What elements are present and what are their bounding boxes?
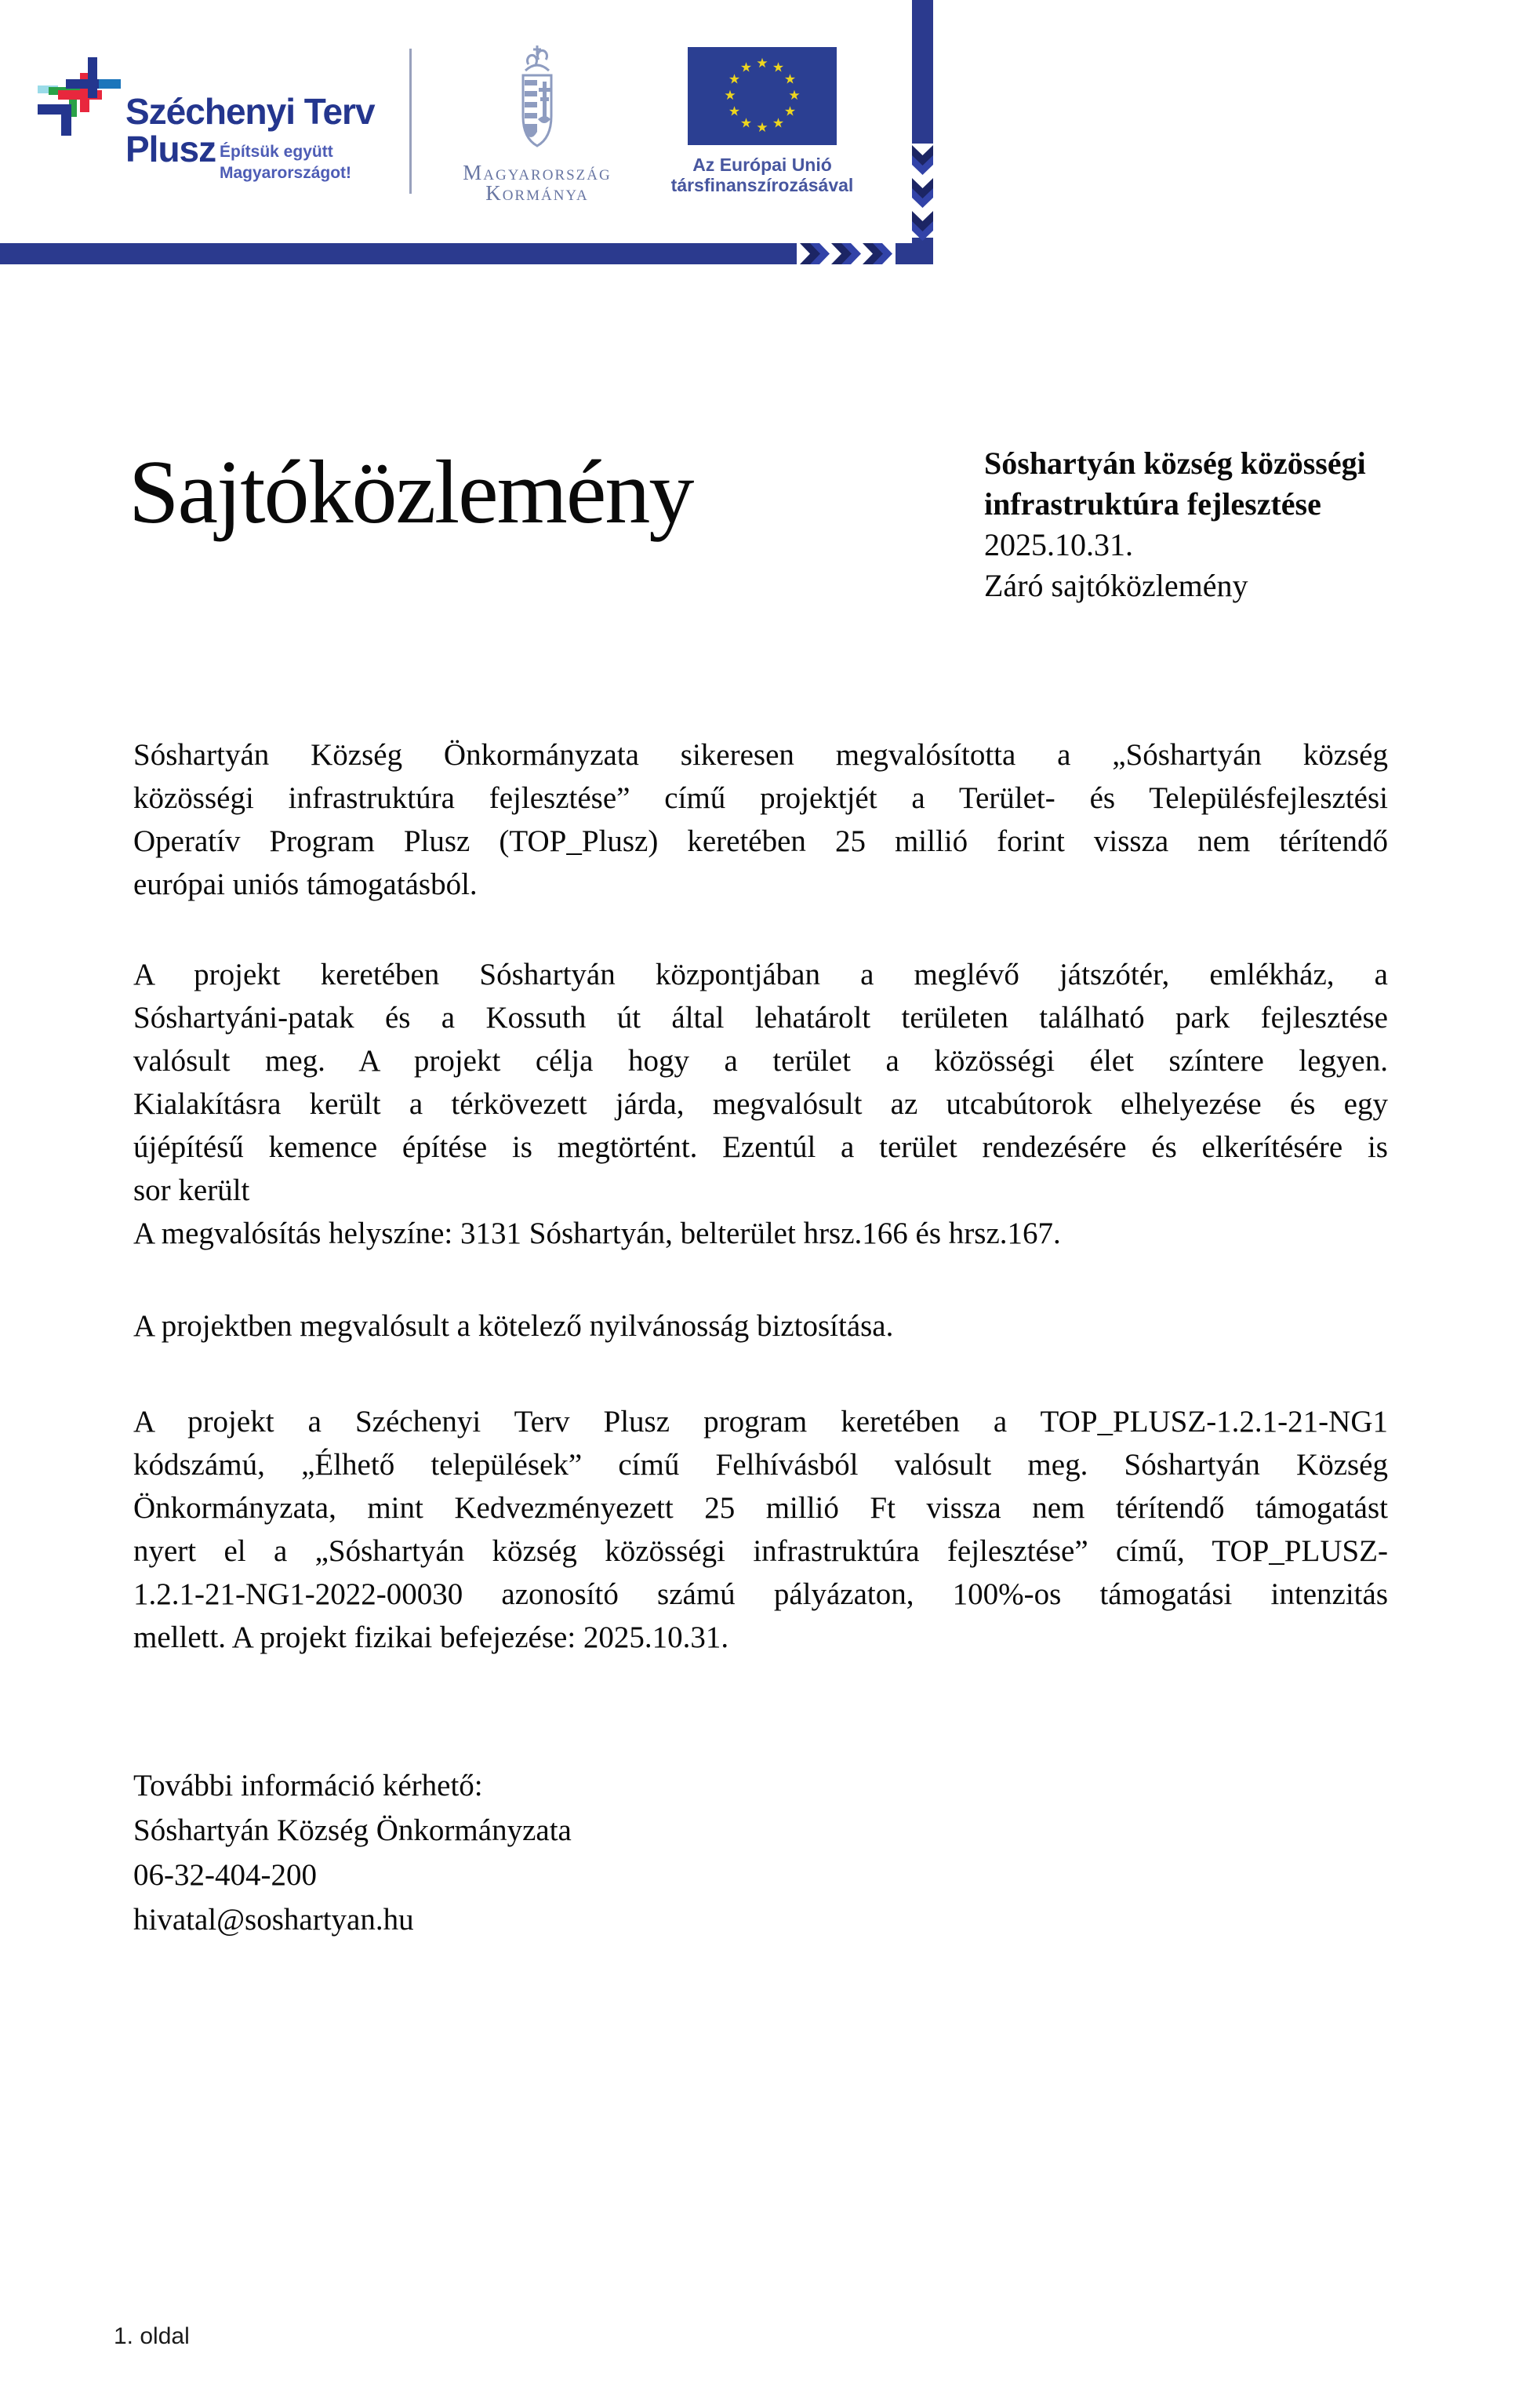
svg-text:★: ★ (724, 88, 736, 104)
chevron-right-icon (800, 243, 892, 264)
text-line: A megvalósítás helyszíne: 3131 Sóshartyán, belterület hrsz.166 és hrsz.167. (133, 1217, 1061, 1250)
project-title-line1: Sóshartyán község közösségi (984, 446, 1366, 481)
svg-text:★: ★ (772, 60, 785, 76)
contact-block (133, 1763, 1388, 1942)
text-line: További információ kérhető: (133, 1769, 483, 1802)
text-line: közösségi infrastruktúra fejlesztése” című projektjét a Terület- és Településfejlesztési (133, 781, 1388, 815)
svg-text:★: ★ (739, 115, 753, 132)
text-line: újépítésű kemence építése is megtörtént. Ezentúl a terület rendezésére és elkerítésére is (133, 1130, 1388, 1164)
eu-cofinancing-text (668, 155, 856, 195)
text-line: kódszámú, „Élhető települések” című Felhívásból valósult meg. Sóshartyán Község (133, 1448, 1388, 1482)
svg-text:★: ★ (788, 88, 801, 104)
text-line: Operatív Program Plusz (TOP_Plusz) keretében 25 millió forint vissza nem térítendő (133, 824, 1388, 858)
logo-divider (409, 49, 412, 194)
project-summary-block (984, 443, 1439, 606)
paragraph-project-details (133, 953, 1388, 1255)
text-line: Sóshartyáni-patak és a Kossuth út által lehatárolt területen található park fejlesztése (133, 1001, 1388, 1035)
svg-text:★: ★ (739, 60, 753, 76)
chevron-down-icon (912, 145, 933, 241)
text-line: európai uniós támogatásból. (133, 868, 478, 901)
government-logo-text (439, 162, 635, 203)
szechenyi-tagline (220, 141, 351, 184)
eu-flag (688, 47, 837, 145)
text-line: A projektben megvalósult a kötelező nyilvánosság biztosítása. (133, 1309, 894, 1343)
text-line: sor került (133, 1173, 250, 1207)
page-title: Sajtóközlemény (129, 442, 693, 543)
page-number: 1. oldal (114, 2323, 190, 2349)
text-line: nyert el a „Sóshartyán község közösségi infrastruktúra fejlesztése” című, TOP_PLUSZ- (133, 1534, 1388, 1568)
paragraph-project-overview (133, 733, 1388, 906)
svg-text:★: ★ (756, 120, 768, 136)
text-line: 06-32-404-200 (133, 1858, 317, 1892)
szechenyi-name-line1: Széchenyi Terv (125, 91, 375, 132)
svg-text:★: ★ (783, 71, 797, 88)
eu-text-line2: társfinanszírozásával (670, 175, 854, 195)
text-line: valósult meg. A projekt célja hogy a terület a közösségi élet színtere legyen. (133, 1044, 1388, 1078)
text-line: Sóshartyán Község Önkormányzata (133, 1813, 572, 1847)
svg-text:★: ★ (756, 56, 768, 71)
szechenyi-tagline-line2: Magyarországot! (220, 164, 352, 182)
text-line: Kialakításra került a térkövezett járda, megvalósult az utcabútorok elhelyezése és egy (133, 1087, 1388, 1121)
text-line: hivatal@soshartyan.hu (133, 1903, 414, 1937)
paragraph-funding-details (133, 1400, 1388, 1659)
svg-text:★: ★ (728, 104, 741, 120)
government-text-line2: Kormánya (485, 181, 589, 205)
eu-text-line1: Az Európai Unió (692, 155, 832, 175)
text-line: Önkormányzata, mint Kedvezményezett 25 millió Ft vissza nem térítendő támogatást (133, 1491, 1388, 1525)
svg-text:★: ★ (728, 71, 741, 88)
text-line: A projekt a Széchenyi Terv Plusz program keretében a TOP_PLUSZ-1.2.1-21-NG1 (133, 1405, 1388, 1439)
szechenyi-tagline-line1: Építsük együtt (220, 143, 333, 161)
release-date: 2025.10.31. (984, 527, 1133, 562)
government-text-line1: Magyarország (463, 161, 612, 184)
project-title-line2: infrastruktúra fejlesztése (984, 486, 1321, 522)
svg-text:★: ★ (772, 115, 785, 132)
text-line: Sóshartyán Község Önkormányzata sikeresen megvalósította a „Sóshartyán község (133, 738, 1388, 772)
paragraph-publicity (133, 1304, 1388, 1348)
hungary-coat-of-arms (510, 41, 565, 158)
svg-text:★: ★ (783, 104, 797, 120)
text-line: 1.2.1-21-NG1-2022-00030 azonosító számú pályázaton, 100%-os támogatási intenzitás (133, 1577, 1388, 1611)
eu-cofinancing-logo (668, 47, 856, 195)
text-line: A projekt keretében Sóshartyán központjában a meglévő játszótér, emlékház, a (133, 958, 1388, 991)
government-logo (439, 41, 635, 203)
release-subtitle: Záró sajtóközlemény (984, 568, 1248, 603)
text-line: mellett. A projekt fizikai befejezése: 2025.10.31. (133, 1620, 729, 1654)
szechenyi-logo-mark (38, 57, 124, 136)
szechenyi-name-line2: Plusz (125, 129, 216, 169)
